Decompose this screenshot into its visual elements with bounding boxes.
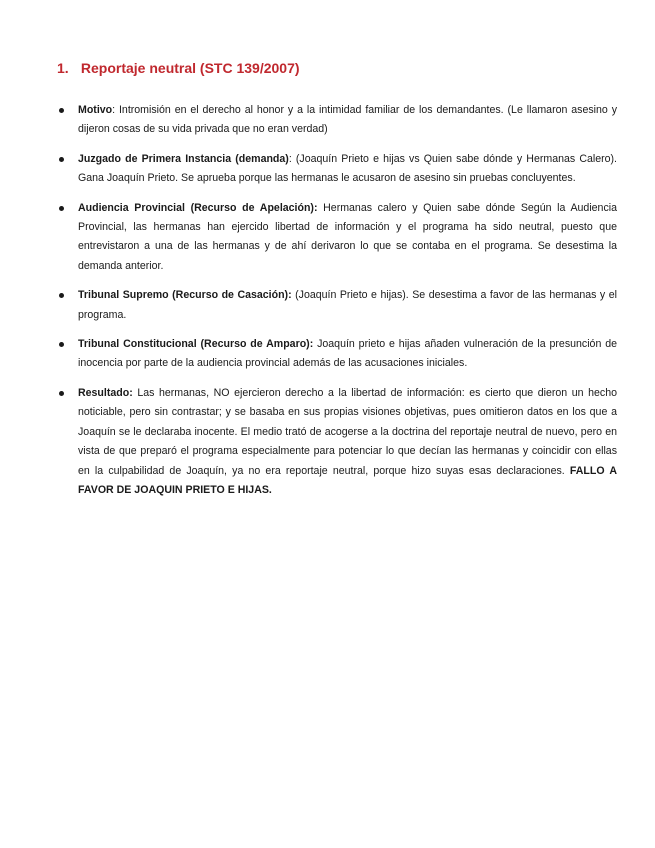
bullet-icon (59, 342, 64, 347)
item-label: Motivo (78, 104, 113, 116)
case-bullet-list (57, 101, 617, 510)
item-label: Juzgado de Primera Instancia (demanda) (78, 152, 289, 165)
item-label: Tribunal Constitucional (Recurso de Amparo): (78, 338, 314, 351)
bullet-icon (59, 293, 64, 298)
list-item-supremo (57, 286, 617, 325)
section-title: Reportaje neutral (STC 139/2007) (80, 60, 300, 76)
bullet-icon (59, 206, 64, 211)
list-item-audiencia (57, 199, 617, 277)
item-label: Resultado: (78, 386, 133, 399)
item-label: Tribunal Supremo (Recurso de Casación): (78, 289, 292, 302)
list-item-motivo (57, 101, 617, 140)
list-item-constitucional (57, 335, 617, 374)
item-text: (Joaquín Prieto e hijas). Se desestima a favor de las hermanas y el programa. (78, 289, 617, 321)
item-text: Joaquín prieto e hijas añaden vulneración de la presunción de inocencia por parte de la audiencia provincial además de las acusaciones iniciales. (78, 338, 617, 370)
section-number: 1. (57, 60, 69, 76)
item-text: Las hermanas, NO ejercieron derecho a la libertad de información: es cierto que dieron un hecho noticiable, pero sin contrastar; y se basaba en sus propias visiones objetivas, pues omitieron datos en los que a Joaquín se le declaraba inocente. El medio trató de acogerse a la doctrina del reportaje neutral de nuevo, pero en vista de que preparó el programa especialmente para potenciar lo que decían las hermanas y coincidir con ellas en la culpabilidad de Joaquín, ya no era reportaje neutral, porque hizo suyas esas declaraciones. (78, 386, 617, 477)
item-label: Audiencia Provincial (Recurso de Apelación): (78, 201, 318, 214)
list-item-juzgado (57, 150, 617, 189)
bullet-icon (59, 391, 64, 396)
bullet-icon (59, 108, 64, 113)
list-item-resultado (57, 384, 617, 500)
section-heading (57, 60, 300, 76)
item-text: : Intromisión en el derecho al honor y a la intimidad familiar de los demandantes. (Le llamaron asesino y dijeron cosas de su vida privada que no eran verdad) (78, 104, 617, 136)
verdict-text: FALLO A FAVOR DE JOAQUIN PRIETO E HIJAS. (78, 464, 618, 496)
bullet-icon (59, 157, 64, 162)
item-text: Hermanas calero y Quien sabe dónde Según la Audiencia Provincial, las hermanas han ejercido libertad de información y el programa ha sido neutral, puesto que entrevistaron a una de las hermanas y de ahí derivaron lo que se contaba en el programa. Se desestima la demanda anterior. (78, 201, 617, 272)
item-text: : (Joaquín Prieto e hijas vs Quien sabe dónde y Hermanas Calero). Gana Joaquín Prieto. Se aprueba porque las hermanas le acusaron de asesino sin pruebas concluyentes. (78, 152, 617, 185)
